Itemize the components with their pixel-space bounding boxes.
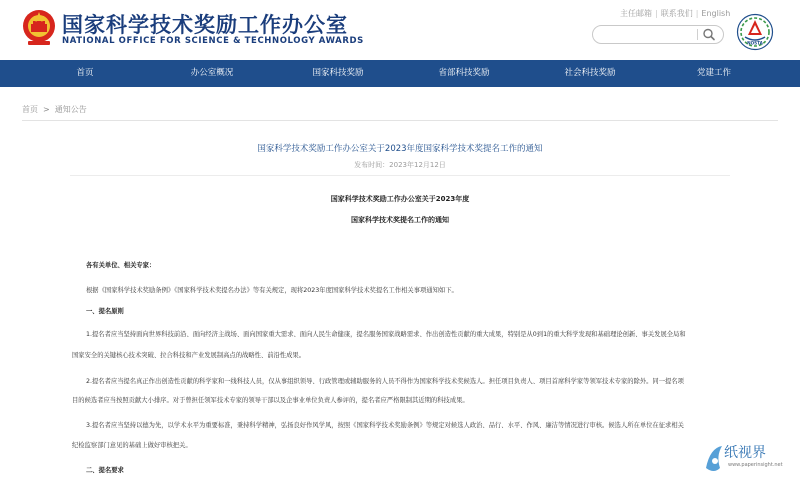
breadcrumb-divider — [22, 120, 778, 121]
nav-item-provincial-awards[interactable]: 省部科技奖励 — [438, 68, 490, 78]
nav-item-social-awards[interactable]: 社会科技奖励 — [564, 68, 616, 78]
main-nav — [0, 60, 800, 87]
article-date: 发布时间：2023年12月12日 — [354, 161, 446, 169]
salutation: 各有关单位、相关专家： — [86, 262, 156, 269]
top-links — [620, 8, 730, 19]
search-divider — [697, 29, 698, 40]
breadcrumb-separator: > — [43, 105, 50, 114]
paragraph-3-line-1: 3.提名者应当坚持以德为先，以学术水平为重要标准，秉持科学精神，弘扬良好作风学风，按照《国家科学技术奖励条例》等规定对候选人政治、品行、水平、作风、廉洁等情况进行审核。候选人所在单位在征求相关 — [86, 422, 684, 429]
breadcrumb — [22, 104, 87, 115]
director-mailbox-link[interactable]: 主任邮箱 — [620, 9, 652, 18]
paragraph-2-line-2: 目的候选者应当按照贡献大小排序。对于曾担任领军技术专家的领导干部以及企事业单位负责人参评的，提名者应严格限制其近期的科技成果。 — [72, 397, 469, 404]
intro-paragraph: 根据《国家科学技术奖励条例》《国家科学技术奖提名办法》等有关规定，现将2023年度国家科学技术奖提名工作相关事项通知如下。 — [86, 287, 458, 294]
paragraph-1-line-2: 国家安全的关键核心技术突破、拉合科技和产业发展制高点的战略性、前沿性成果。 — [72, 352, 305, 359]
search-input[interactable] — [601, 28, 696, 41]
breadcrumb-current[interactable]: 通知公告 — [54, 105, 87, 114]
breadcrumb-home[interactable]: 首页 — [22, 105, 38, 114]
nav-item-national-awards[interactable]: 国家科技奖励 — [312, 68, 364, 78]
search-icon[interactable] — [701, 27, 717, 42]
contact-us-link[interactable]: 联系我们 — [660, 9, 693, 18]
site-title-en: NATIONAL OFFICE FOR SCIENCE & TECHNOLOGY AWARDS — [62, 36, 364, 46]
nav-item-office-overview[interactable]: 办公室概况 — [190, 68, 234, 78]
document-heading-line-2: 国家科学技术奖提名工作的通知 — [351, 216, 449, 224]
nav-item-party-building[interactable]: 党建工作 — [696, 68, 731, 78]
paragraph-1-line-1: 1.提名者应当坚持面向世界科技前沿、面向经济主战场、面向国家重大需求、面向人民生命健康，提名服务国家战略需求、作出创造性贡献的重大成果，特别是从0到1的重大科学发现和基础理论创新、事关发展全局和 — [86, 331, 686, 338]
paragraph-2-line-1: 2.提名者应当提名真正作出创造性贡献的科学家和一线科技人员，仅从事组织领导、行政管理或辅助服务的人员不得作为国家科学技术奖候选人。担任项目负责人、项目首席科学家等领军技术专家的除外。同一提名项 — [86, 378, 684, 385]
nav-item-home[interactable]: 首页 — [76, 68, 94, 78]
top-link-separator: | — [655, 9, 658, 18]
site-title-cn[interactable]: 国家科学技术奖励工作办公室 — [62, 13, 348, 37]
paragraph-3-line-2: 纪检监察部门意见的基础上做好审核把关。 — [72, 442, 192, 449]
article-title: 国家科学技术奖励工作办公室关于2023年度国家科学技术奖提名工作的通知 — [257, 144, 543, 154]
section-heading-requirements: 二、提名要求 — [86, 467, 124, 474]
search-box — [592, 25, 724, 44]
national-emblem-icon — [22, 8, 56, 48]
watermark-text-en: www.paperinsight.net — [728, 462, 783, 468]
nosta-logo-text: NOSTA — [747, 40, 763, 46]
article-header-divider — [70, 175, 730, 176]
nosta-logo-icon — [736, 13, 774, 51]
site-header — [0, 0, 800, 60]
top-link-separator: | — [695, 9, 699, 18]
english-link[interactable]: English — [701, 9, 731, 18]
watermark-text-cn: 纸视界 — [724, 445, 766, 461]
document-heading-line-1: 国家科学技术奖励工作办公室关于2023年度 — [330, 195, 470, 203]
section-heading-principles: 一、提名原则 — [86, 308, 124, 315]
